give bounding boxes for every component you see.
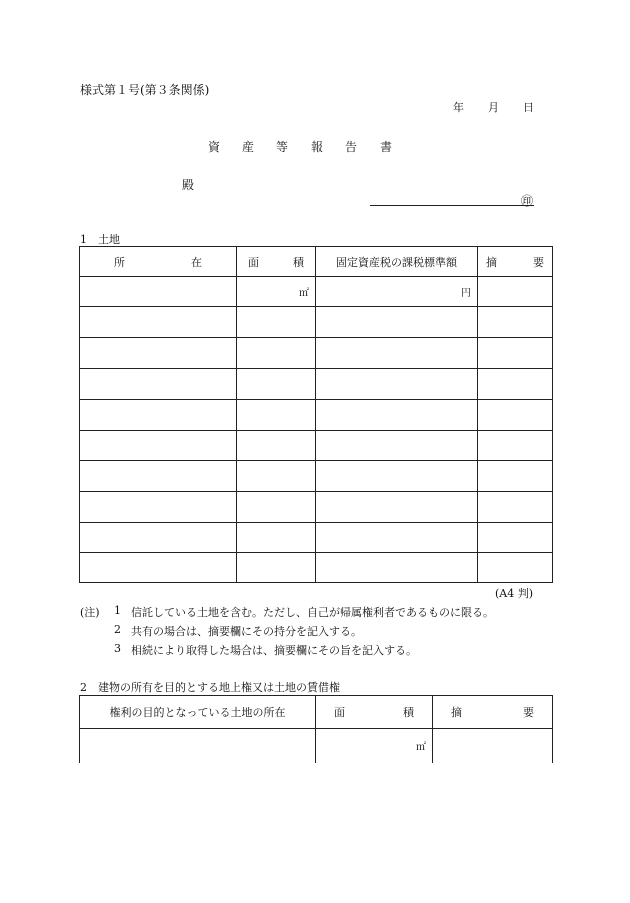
table-row [80,523,553,553]
area-cell[interactable] [237,338,316,369]
remarks-cell[interactable] [478,553,553,583]
title-char: 書 [380,140,393,154]
header-tax-value: 固定資産税の課税標準額 [316,247,478,277]
table-row [80,461,553,492]
addressee-suffix: 殿 [182,178,195,192]
remarks-cell[interactable] [478,338,553,369]
table-row [80,729,553,763]
tax-value-cell[interactable] [316,338,478,369]
location-cell[interactable] [80,307,237,338]
location-cell[interactable] [80,369,237,400]
title-char: 報 [311,140,324,154]
area-cell[interactable] [237,461,316,492]
tax-value-cell[interactable] [316,523,478,553]
title-char: 等 [276,140,289,154]
header-remarks: 摘 要 [433,696,553,729]
header-land-location: 権利の目的となっている土地の所在 [80,696,316,729]
location-cell[interactable] [80,338,237,369]
land-table [79,246,553,583]
remarks-cell[interactable] [478,400,553,431]
table-row [80,553,553,583]
area-cell[interactable] [237,492,316,523]
table-row [80,431,553,461]
tax-value-cell[interactable] [316,492,478,523]
location-cell[interactable] [80,277,237,307]
location-cell[interactable] [80,431,237,461]
area-cell[interactable] [237,400,316,431]
note-text: 相続により取得した場合は、摘要欄にその旨を記入する。 [131,644,417,657]
tax-value-cell[interactable] [316,369,478,400]
location-cell[interactable] [80,523,237,553]
note-text: 信託している土地を含む。ただし、自己が帰属権利者であるものに限る。 [131,606,494,619]
area-cell[interactable]: ㎡ [237,277,316,307]
date-year: 年 [453,101,464,114]
header-location: 所 在 [80,247,237,277]
area-cell[interactable] [237,369,316,400]
location-cell[interactable] [80,492,237,523]
date-day: 日 [523,101,534,114]
paper-size-note: (A4 判) [495,587,534,600]
location-cell[interactable] [80,400,237,431]
title-char: 告 [345,140,358,154]
table-row [80,492,553,523]
leasehold-table [79,695,553,763]
area-cell[interactable] [237,523,316,553]
tax-value-cell[interactable] [316,461,478,492]
location-cell[interactable] [80,461,237,492]
remarks-cell[interactable] [478,431,553,461]
note-number: 3 [114,642,121,655]
section1-heading: 1 土地 [80,233,120,246]
area-cell[interactable] [237,553,316,583]
tax-value-cell[interactable]: 円 [316,277,478,307]
remarks-cell[interactable] [433,729,553,763]
signature-line [370,205,534,206]
tax-value-cell[interactable] [316,307,478,338]
header-area: 面 積 [316,696,433,729]
tax-value-cell[interactable] [316,431,478,461]
remarks-cell[interactable] [478,461,553,492]
date-month: 月 [488,101,499,114]
header-area: 面 積 [237,247,316,277]
remarks-cell[interactable] [478,523,553,553]
tax-value-cell[interactable] [316,553,478,583]
remarks-cell[interactable] [478,369,553,400]
remarks-cell[interactable] [478,492,553,523]
remarks-cell[interactable] [478,277,553,307]
notes-label: (注) [80,606,100,619]
title-char: 産 [242,140,255,154]
table-row [80,369,553,400]
note-number: 2 [114,623,121,636]
area-cell[interactable] [237,431,316,461]
form-number: 様式第１号(第３条関係) [80,83,210,97]
header-remarks: 摘 要 [478,247,553,277]
table-row [80,307,553,338]
note-text: 共有の場合は、摘要欄にその持分を記入する。 [131,625,362,638]
area-cell[interactable] [237,307,316,338]
note-number: 1 [114,604,121,617]
leasehold-table-header-row [80,696,553,729]
section2-heading: 2 建物の所有を目的とする地上権又は土地の賃借権 [80,681,340,694]
location-cell[interactable] [80,553,237,583]
table-row [80,338,553,369]
tax-value-cell[interactable] [316,400,478,431]
area-cell[interactable]: ㎡ [316,729,433,763]
table-row [80,277,553,307]
title-char: 資 [208,140,221,154]
land-table-header-row [80,247,553,277]
table-row [80,400,553,431]
land-location-cell[interactable] [80,729,316,763]
seal-mark: ㊞ [521,194,534,208]
remarks-cell[interactable] [478,307,553,338]
